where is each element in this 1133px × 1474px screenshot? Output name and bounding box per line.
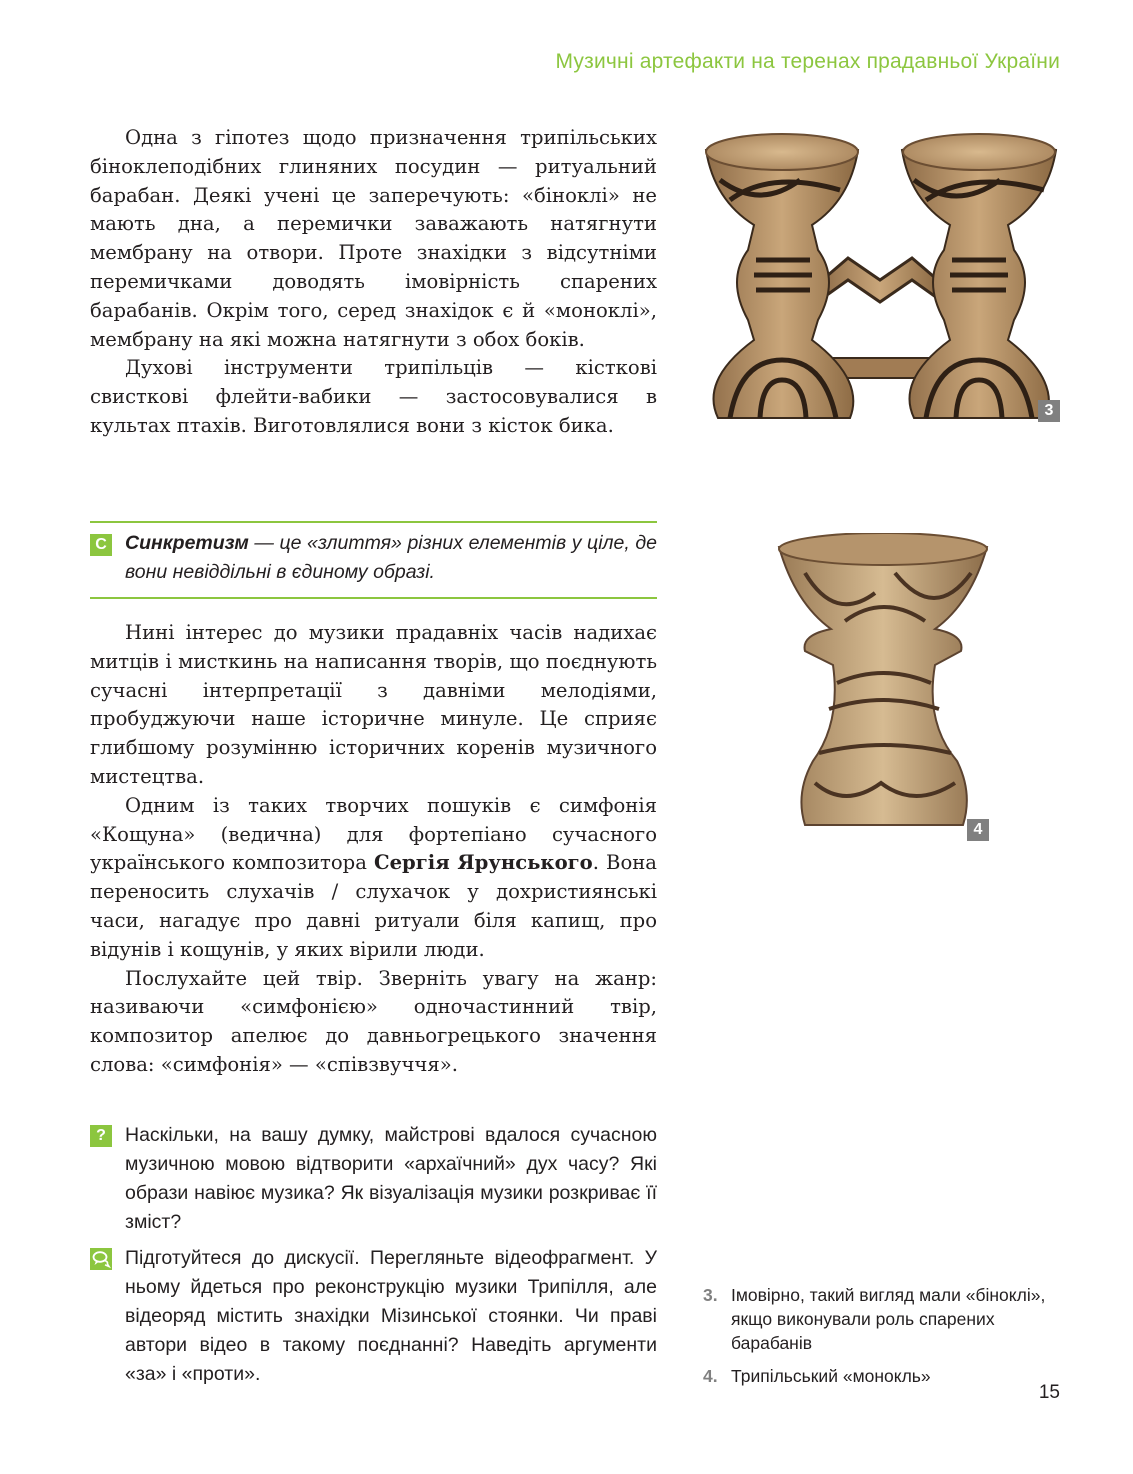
main-text [90, 619, 657, 1080]
symphony-text-end: . Вона переносить слухачів / слухачок у дохристиянські часи, нагадує про давні ритуали біля капищ, про відунів і кощунів, у яких вірили люди. [90, 851, 657, 961]
figure-3-badge: 3 [1038, 400, 1060, 422]
paragraph-binocular-drums: Одна з гіпотез щодо призначення трипільських біноклеподібних глиняних посудин — ритуальний барабан. Деякі учені це заперечують: «біноклі» не мають дна, а перемички заважають натягнути мембрану на отвори. Проте знахідки з відсутніми перемичками доводять імовірність спарених барабанів. Окрім того, серед знахідок є й «моноклі», мембрану на які можна натягнути з обох боків. [90, 126, 657, 351]
caption-4 [703, 1364, 1073, 1388]
definition-term: Синкретизм [125, 532, 249, 554]
figure-4-badge: 4 [967, 819, 989, 841]
composer-name: Сергія Ярунського [373, 851, 593, 875]
figure-monocle-vessel [775, 533, 989, 841]
discussion-text: Підготуйтеся до дискусії. Перегляньте відеофрагмент. У ньому йдеться про реконструкцію музики Трипілля, але відеоряд містить знахідки Мізинської стоянки. Чи праві автори відео в такому поєднанні? Наведіть аргументи «за» і «проти». [125, 1247, 657, 1385]
discussion-icon [90, 1248, 112, 1270]
caption-3 [703, 1283, 1073, 1355]
page-number: 15 [1038, 1382, 1060, 1403]
question-task [90, 1121, 657, 1237]
caption-4-number: 4. [703, 1366, 718, 1386]
figure-binocular-vessel [700, 130, 1060, 422]
definition-badge: С [90, 534, 112, 556]
caption-3-number: 3. [703, 1285, 718, 1305]
question-icon: ? [90, 1125, 112, 1147]
caption-3-text: Імовірно, такий вигляд мали «біноклі», якщо виконували роль спарених барабанів [731, 1285, 1046, 1353]
figure-captions [703, 1283, 1073, 1397]
binocular-vessel-image [700, 130, 1060, 422]
symphony-text-start: Одним із таких творчих пошуків є симфонія «Кощуна» (ведична) для фортепіано сучасного українського композитора [90, 793, 657, 875]
paragraph-modern-interest: Нині інтерес до музики прадавніх часів надихає митців і мисткинь на написання творів, що поєднують сучасні інтерпретації з давніми мелодіями, пробуджуючи наше історичне минуле. Це сприяє глибшому розумінню історичних коренів музичного мистецтва. [90, 621, 657, 788]
definition-box [90, 521, 657, 599]
discussion-task [90, 1244, 657, 1389]
definition-text [125, 529, 657, 587]
monocle-vessel-image [775, 533, 989, 841]
question-text: Наскільки, на вашу думку, майстрові вдалося сучасною музичною мовою відтворити «архаїчний» дух часу? Які образи навіює музика? Як візуалізація музики розкриває її зміст? [125, 1124, 657, 1233]
definition-body: — це «злиття» різних елементів у ціле, де вони невіддільні в єдиному образі. [125, 532, 657, 583]
paragraph-symphony [90, 792, 657, 965]
caption-4-text: Трипільський «монокль» [731, 1366, 931, 1386]
intro-text [90, 124, 657, 441]
paragraph-wind-instruments: Духові інструменти трипільців — кісткові свисткові флейти-вабики — застосовувалися в культах птахів. Виготовлялися вони з кісток бика. [90, 356, 657, 437]
running-header: Музичні артефакти на теренах прадавньої України [555, 50, 1060, 73]
paragraph-listen: Послухайте цей твір. Зверніть увагу на жанр: називаючи «симфонією» одночастинний твір, композитор апелює до давньогрецького значення слова: «симфонія» — «співзвуччя». [90, 966, 657, 1076]
